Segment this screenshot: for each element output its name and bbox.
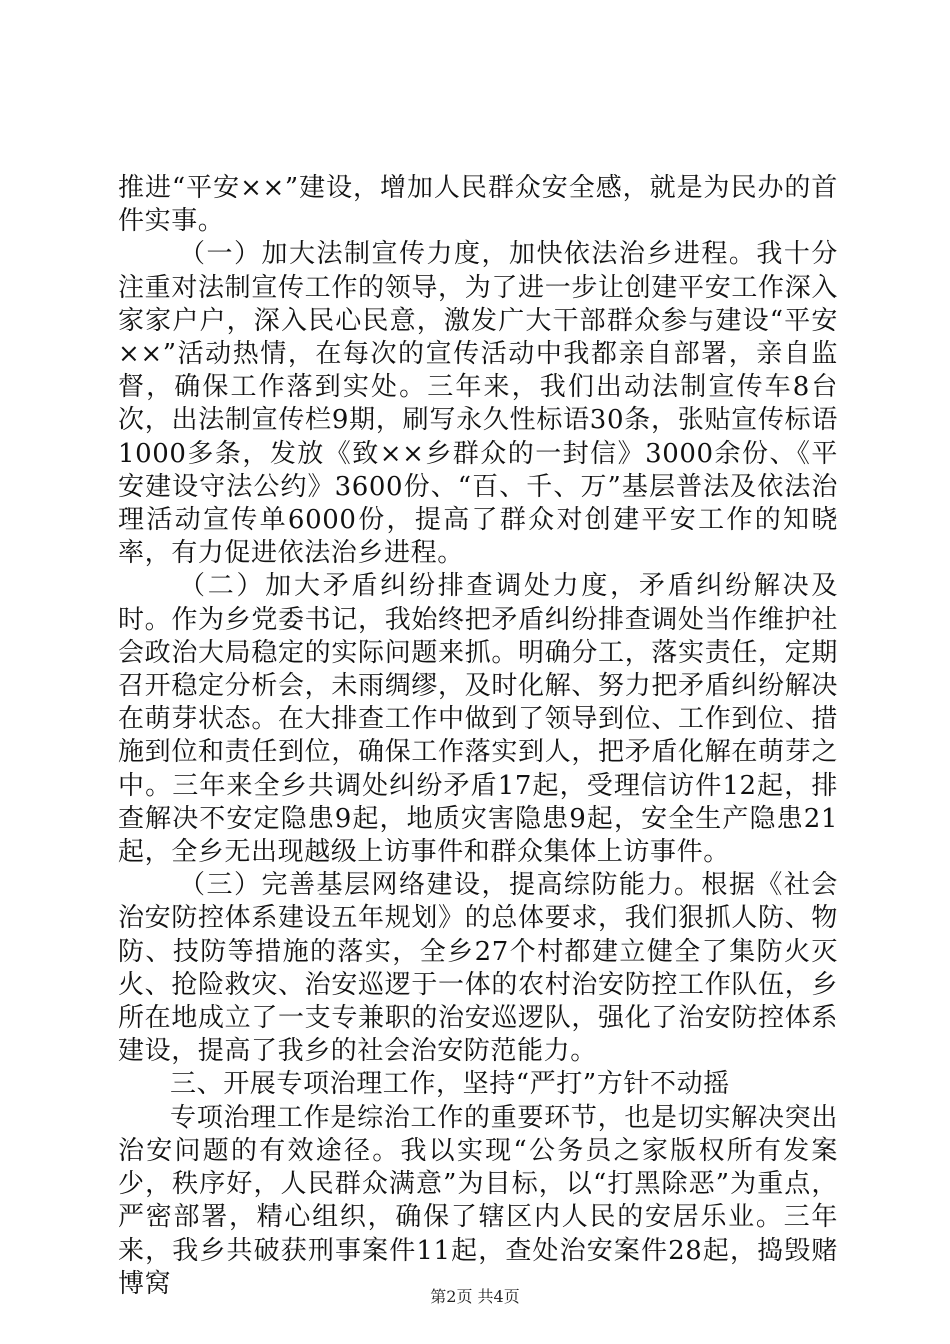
paragraph-dispute-resolution: （二）加大矛盾纠纷排查调处力度，矛盾纠纷解决及时。作为乡党委书记，我始终把矛盾纠纷排查调处当作维护社会政治大局稳定的实际问题来抓。明确分工，落实责任，定期召开稳定分析会，未雨绸缪，及时化解、努力把矛盾纠纷解决在萌芽状态。在大排查工作中做到了领导到位、工作到位、措施到位和责任到位，确保工作落实到人，把矛盾化解在萌芽之中。三年来全乡共调处纠纷矛盾17起，受理信访件12起，排查解决不安定隐患9起，地质灾害隐患9起，安全生产隐患21起，全乡无出现越级上访事件和群众集体上访事件。 <box>118 571 838 868</box>
paragraph-legal-publicity: （一）加大法制宣传力度，加快依法治乡进程。我十分注重对法制宣传工作的领导，为了进一步让创建平安工作深入家家户户，深入民心民意，激发广大干部群众参与建设“平安××”活动热情，在每次的宣传活动中我都亲自部署，亲自监督，确保工作落到实处。三年来，我们出动法制宣传车8台次，出法制宣传栏9期，刷写永久性标语30条，张贴宣传标语1000多条，发放《致××乡群众的一封信》3000余份、《平安建设守法公约》3600份、“百、千、万”基层普法及依法治理活动宣传单6000份，提高了群众对创建平安工作的知晓率，有力促进依法治乡进程。 <box>118 239 838 569</box>
paragraph-special-governance: 专项治理工作是综治工作的重要环节，也是切实解决突出治安问题的有效途径。我以实现“公务员之家版权所有发案少，秩序好，人民群众满意”为目标，以“打黑除恶”为重点，严密部署，精心组织，确保了辖区内人民的安居乐业。三年来，我乡共破获刑事案件11起，查处治安案件28起，捣毁赌博窝 <box>118 1102 838 1299</box>
document-body <box>118 172 838 1301</box>
section-heading-special-governance: 三、开展专项治理工作，坚持“严打”方针不动摇 <box>170 1069 730 1100</box>
paragraph-network-building: （三）完善基层网络建设，提高综防能力。根据《社会治安防控体系建设五年规划》的总体要求，我们狠抓人防、物防、技防等措施的落实，全乡27个村都建立健全了集防火灭火、抢险救灾、治安巡逻于一体的农村治安防控工作队伍，乡所在地成立了一支专兼职的治安巡逻队，强化了治安防控体系建设，提高了我乡的社会治安防范能力。 <box>118 870 838 1067</box>
page-footer: 第2页 共4页 <box>430 1287 520 1306</box>
paragraph-intro: 推进“平安××”建设，增加人民群众安全感，就是为民办的首件实事。 <box>118 173 838 237</box>
